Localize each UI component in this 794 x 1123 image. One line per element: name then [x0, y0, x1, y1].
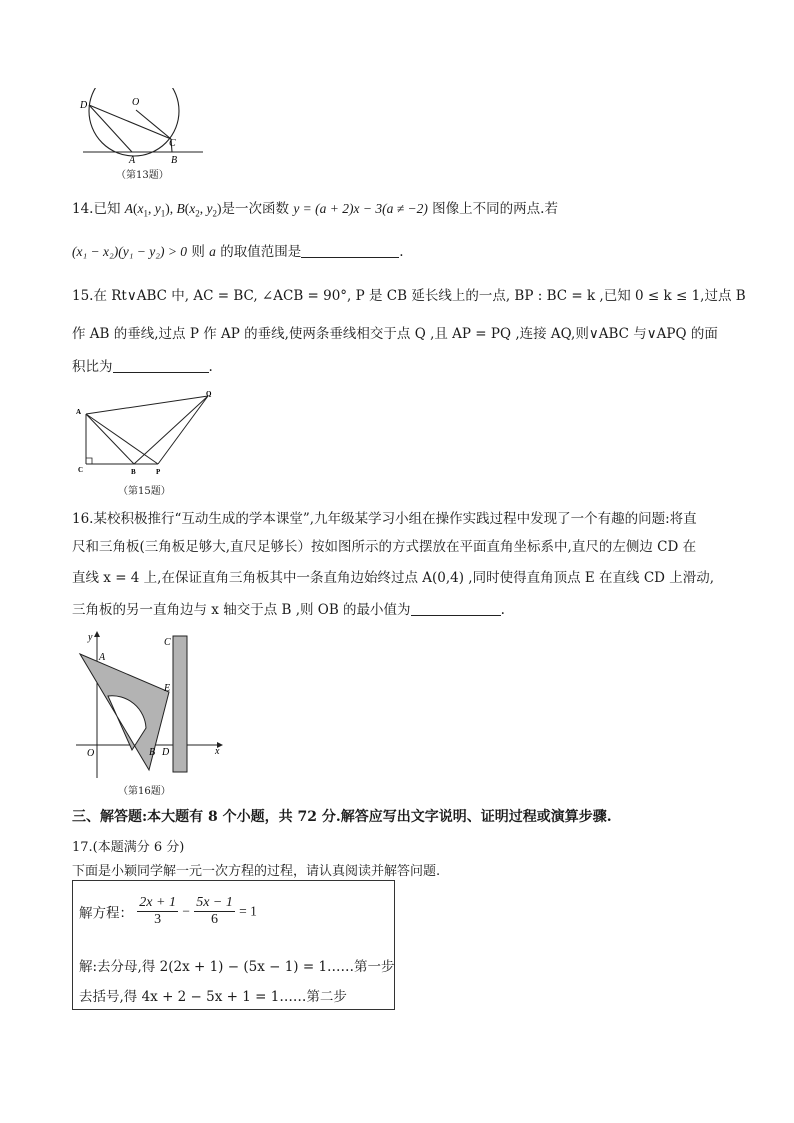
q17-title: 17.(本题满分 6 分) — [72, 840, 185, 855]
q16-straightedge — [173, 636, 187, 772]
q17-step-1: 解:去分母,得 2(2x + 1) − (5x − 1) = 1……第一步 — [79, 959, 395, 975]
q13-segment-DA — [89, 105, 132, 152]
q15-answer-blank[interactable] — [113, 358, 209, 373]
q15-label-P: P — [156, 468, 161, 476]
figure-q16 — [72, 628, 232, 793]
q15-label-C: C — [78, 466, 84, 474]
q15-caption: （第15题） — [118, 486, 171, 497]
q17-fraction-2: $\frac{5x - 1}{6}$ — [196, 895, 233, 927]
figure-q13 — [78, 88, 208, 168]
q16-label-A: A — [99, 652, 106, 663]
q16-line2: 尺和三角板(三角板足够大,直尺足够长）按如图所示的方式摆放在平面直角坐标系中,直尺的左侧边 CD 在 — [72, 539, 697, 555]
q13-label-A: A — [129, 155, 136, 166]
q17-solution-box — [72, 880, 395, 1010]
q13-segment-DC — [89, 105, 171, 139]
q13-label-O: O — [132, 97, 140, 108]
q16-label-C: C — [164, 637, 171, 648]
q16-label-y: y — [88, 632, 93, 643]
q16-caption: （第16题） — [118, 786, 171, 797]
q16-label-B: B — [149, 747, 156, 758]
q14-condition: (x₁ − x₂)(y₁ − y₂) > 0 — [72, 244, 188, 259]
q16-label-E: E — [164, 683, 171, 694]
q15-segment-PQ — [158, 396, 208, 464]
q16-line4: 三角板的另一直角边与 x 轴交于点 B ,则 OB 的最小值为 . — [72, 602, 505, 618]
q17-step-2: 去括号,得 4x + 2 − 5x + 1 = 1……第二步 — [79, 989, 347, 1005]
q14-answer-blank[interactable] — [301, 243, 399, 258]
q17-fraction-1: $\frac{2x + 1}{3}$ — [139, 895, 176, 927]
q15-label-A: A — [76, 408, 82, 416]
q16-line3: 直线 x = 4 上,在保证直角三角板其中一条直角边始终过点 A(0,4) ,同时使得直角顶点 E 在直线 CD 上滑动, — [72, 570, 715, 586]
q16-label-O: O — [87, 748, 95, 759]
q14-function: y = (a + 2)x − 3(a ≠ −2) — [293, 201, 428, 216]
q15-right-angle-mark — [86, 458, 92, 464]
q13-label-C: C — [169, 138, 176, 149]
figure-q15 — [74, 388, 224, 478]
q15-segment-AB — [86, 414, 134, 464]
q15-label-Q: Q — [206, 390, 212, 398]
q17-equation: 解方程： $\frac{2x + 1}{3}$ − $\frac{5x - 1}{6}$ = 1 — [79, 895, 257, 927]
q17-intro: 下面是小颖同学解一元一次方程的过程，请认真阅读并解答问题. — [72, 864, 441, 879]
section-3-heading: 三、解答题:本大题有 8 个小题，共 72 分.解答应写出文字说明、证明过程或演算步骤. — [72, 809, 612, 825]
q15-segment-AQ — [86, 396, 208, 414]
q16-label-D: D — [162, 747, 170, 758]
q15-line2: 作 AB 的垂线,过点 P 作 AP 的垂线,使两条垂线相交于点 Q ,且 AP = PQ ,连接 AQ,则∨ABC 与∨APQ 的面 — [72, 326, 718, 342]
q16-label-x: x — [215, 746, 220, 757]
q13-label-B: B — [171, 155, 178, 166]
q13-caption: （第13题） — [116, 170, 169, 181]
q14-line1: 14.已知 $A(x_1$, $y_1$), $B(x_2$, $y_2$)是一次函数 y = (a + 2)x − 3(a ≠ −2) 图像上不同的两点.若 — [72, 201, 558, 219]
q15-label-B: B — [131, 468, 136, 476]
q15-segment-AP — [86, 414, 158, 464]
q15-line3: 积比为 . — [72, 359, 213, 375]
q16-line1: 16.某校积极推行“互动生成的学本课堂”,九年级某学习小组在操作实践过程中发现了一个有趣的问题:将直 — [72, 511, 697, 527]
q13-label-D: D — [80, 100, 88, 111]
q16-answer-blank[interactable] — [411, 601, 501, 616]
q15-line1: 15.在 Rt∨ABC 中, AC = BC, ∠ACB = 90°, P 是 CB 延长线上的一点, BP : BC = k ,已知 0 ≤ k ≤ 1,过点 B — [72, 288, 746, 304]
q14-line2: (x₁ − x₂)(y₁ − y₂) > 0 则 a 的取值范围是 . — [72, 244, 404, 260]
q15-segment-BQ — [134, 396, 208, 464]
q13-segment-OC — [136, 110, 171, 139]
